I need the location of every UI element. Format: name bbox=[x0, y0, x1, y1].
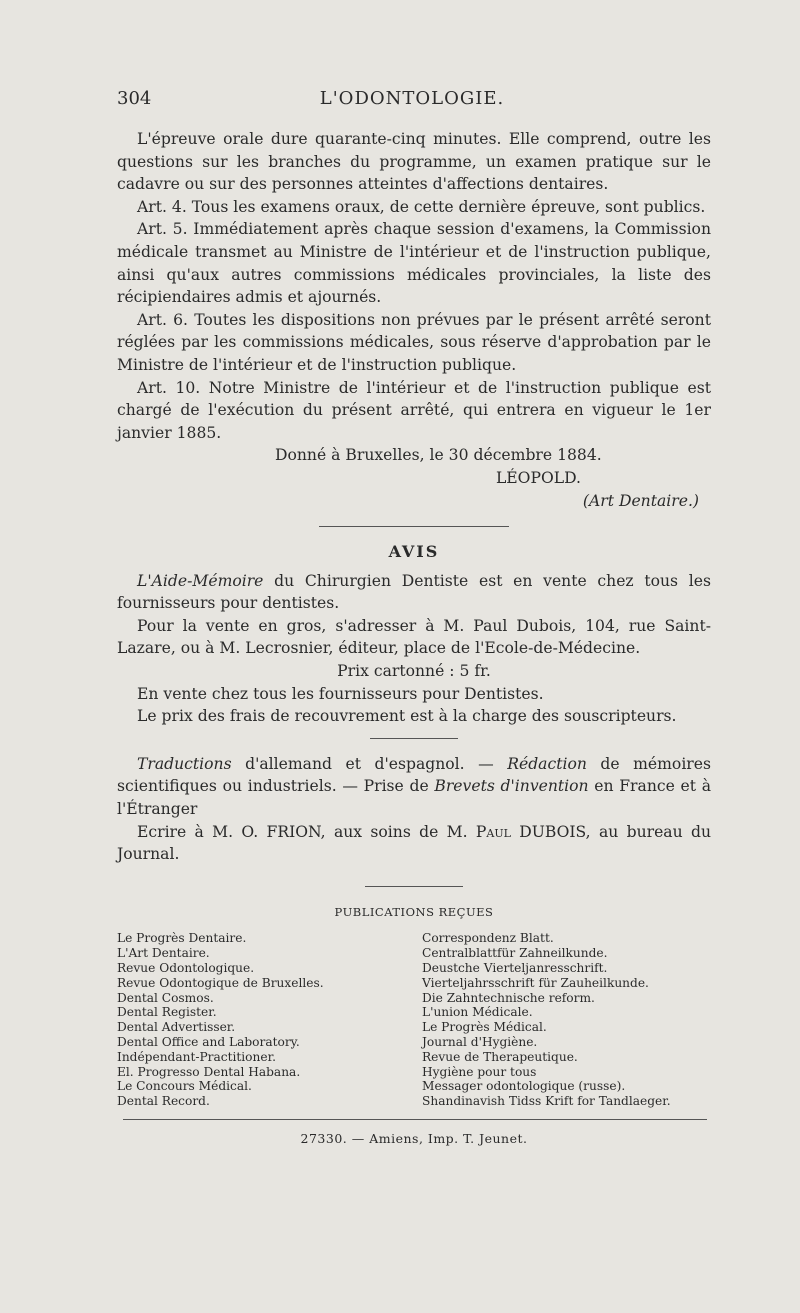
avis-fees: Le prix des frais de recouvrement est à la charge des souscripteurs. bbox=[137, 707, 677, 726]
publications-left-column bbox=[117, 931, 406, 1109]
list-item: Dental Office and Laboratory. bbox=[117, 1034, 300, 1049]
avis-heading: AVIS bbox=[388, 542, 440, 562]
footer-rule bbox=[123, 1119, 707, 1120]
publications-title: PUBLICATIONS REÇUES bbox=[334, 904, 494, 919]
ad-text-6: en France et à l'Étranger bbox=[117, 777, 711, 819]
list-item: Centralblattfür Zahneilkunde. bbox=[422, 946, 608, 961]
paragraph-art-6: Art. 6. Toutes les dispositions non prévues par le présent arrêté seront réglées par les commissions médicales, sous réserve d'approbation par le Ministre de l'intérieur et de l'instruction publique. bbox=[117, 310, 711, 374]
list-item: Revue Odontologique. bbox=[117, 961, 255, 975]
book-title: L'Aide-Mémoire bbox=[137, 571, 264, 590]
list-item: Deustche Vierteljanresschrift. bbox=[422, 961, 608, 975]
running-title: L'ODONTOLOGIE. bbox=[319, 88, 505, 109]
contact-smallcaps: Paul bbox=[475, 822, 511, 841]
ad-italic-3: Rédaction bbox=[507, 754, 587, 773]
paragraph-art-5: Art. 5. Immédiatement après chaque session d'examens, la Commission médicale transmet au Ministre de l'intérieur et de l'instruction publique, ainsi qu'aux autres commissions médicales provinciales, la liste des récipiendaires admis et ajournés. bbox=[117, 220, 711, 307]
avis-sale: En vente chez tous les fournisseurs pour Dentistes. bbox=[137, 684, 544, 703]
printer-imprint: 27330. — Amiens, Imp. T. Jeunet. bbox=[300, 1130, 528, 1146]
avis-line-1-text: du Chirurgien Dentiste est en vente chez tous les fournisseurs pour dentistes. bbox=[117, 571, 711, 613]
list-item: Le Progrès Médical. bbox=[422, 1020, 547, 1035]
list-item: Dental Record. bbox=[117, 1094, 210, 1109]
list-item: Dental Register. bbox=[117, 1005, 217, 1020]
list-item: Correspondenz Blatt. bbox=[422, 931, 554, 946]
list-item: Hygiène pour tous bbox=[422, 1064, 537, 1079]
signature-place-date: Donné à Bruxelles, le 30 décembre 1884. bbox=[275, 446, 602, 465]
contact-text-a: Ecrire à M. O. FRION, aux soins de M. bbox=[137, 822, 476, 841]
list-item: Journal d'Hygiène. bbox=[422, 1034, 538, 1049]
list-item: Indépendant-Practitioner. bbox=[117, 1049, 276, 1064]
paragraph-art-4: Art. 4. Tous les examens oraux, de cette dernière épreuve, sont publics. bbox=[137, 197, 706, 216]
contact-line bbox=[117, 821, 711, 866]
avis-price: Prix cartonné : 5 fr. bbox=[337, 662, 491, 681]
list-item: L'union Médicale. bbox=[422, 1005, 533, 1020]
list-item: Revue Odontogique de Bruxelles. bbox=[117, 975, 324, 990]
publications-right-column bbox=[406, 931, 711, 1109]
page-body bbox=[117, 128, 711, 1151]
page-header bbox=[117, 88, 707, 114]
list-item: Messager odontologique (russe). bbox=[422, 1079, 626, 1094]
list-item: Le Concours Médical. bbox=[117, 1079, 252, 1094]
translations-ad bbox=[117, 753, 711, 821]
list-item: Le Progrès Dentaire. bbox=[117, 931, 247, 946]
list-item: Vierteljahrsschrift für Zauheilkunde. bbox=[422, 975, 649, 990]
ad-text-4: de mémoires scientifiques ou industriels. — Prise de bbox=[117, 754, 711, 796]
signature-name: LÉOPOLD. bbox=[495, 468, 581, 487]
paragraph-oral-exam: L'épreuve orale dure quarante-cinq minutes. Elle comprend, outre les questions sur les branches du programme, un examen pratique sur le cadavre ou sur des personnes atteintes d'affections dentaires. bbox=[117, 130, 711, 194]
avis-aide-memoire bbox=[117, 570, 711, 615]
list-item: Dental Cosmos. bbox=[117, 990, 214, 1005]
list-item: Dental Advertisser. bbox=[117, 1020, 236, 1035]
ad-italic-5: Brevets d'invention bbox=[434, 777, 589, 796]
source-credit: (Art Dentaire.) bbox=[582, 491, 699, 510]
page-number: 304 bbox=[117, 88, 152, 109]
list-item: Revue de Therapeutique. bbox=[422, 1049, 578, 1064]
ad-italic-1: Traductions bbox=[137, 754, 232, 773]
divider-rule bbox=[319, 526, 509, 527]
paragraph-art-10: Art. 10. Notre Ministre de l'intérieur et de l'instruction publique est chargé de l'exécution du présent arrêté, qui entrera en vigueur le 1er janvier 1885. bbox=[117, 378, 711, 442]
list-item: Shandinavish Tidss Krift for Tandlaeger. bbox=[422, 1094, 671, 1109]
contact-text-b: DUBOIS, au bureau du Journal. bbox=[117, 822, 711, 864]
avis-wholesale: Pour la vente en gros, s'adresser à M. Paul Dubois, 104, rue Saint-Lazare, ou à M. Lecrosnier, éditeur, place de l'Ecole-de-Médecine. bbox=[117, 616, 711, 658]
list-item: El. Progresso Dental Habana. bbox=[117, 1064, 301, 1079]
list-item: L'Art Dentaire. bbox=[117, 946, 210, 961]
list-item: Die Zahntechnische reform. bbox=[422, 990, 595, 1005]
ad-text-2: d'allemand et d'espagnol. — bbox=[231, 754, 508, 773]
publications-list bbox=[117, 931, 711, 1109]
divider-rule bbox=[370, 738, 458, 739]
divider-rule bbox=[365, 886, 463, 887]
